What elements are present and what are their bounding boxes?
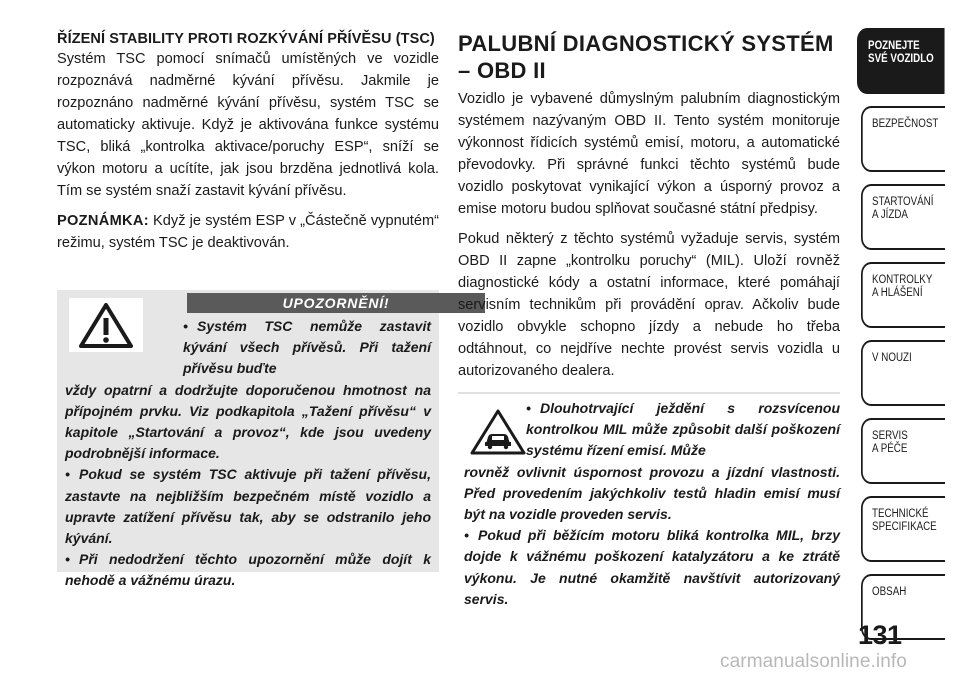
tab-safety[interactable]: BEZPEČNOST xyxy=(861,106,945,172)
tsc-heading: ŘÍZENÍ STABILITY PROTI ROZKÝVÁNÍ PŘÍVĚSU (TSC) xyxy=(57,31,435,47)
tab-service-care[interactable]: SERVIS A PÉČE xyxy=(861,418,945,484)
caution-bullet-1-rest: rovněž ovlivnit úspornost provozu a jízdní vlastnosti. Před provedením jakýchkoliv testů hladin emisí musí být na vozidle proveden servis. xyxy=(464,463,840,523)
warning-box xyxy=(57,290,439,589)
caution-text xyxy=(464,398,840,610)
tab-starting-driving[interactable]: STARTOVÁNÍ A JÍZDA xyxy=(861,184,945,250)
page-number: 131 xyxy=(858,620,902,650)
obd-paragraph-1: Vozidlo je vybavené důmyslným palubním diagnostickým systémem nazývaným OBD II. Tento systém monitoruje výkonnost řídicích systémů emisí, motoru, a automatické převodovky. Při správné funkci těchto systémů bude vozidlo poskytovat vynikající výkon a úsporný provoz a emise motoru budou splňovat současné státní předpisy. xyxy=(458,91,840,217)
warning-bullet-2: • Pokud se systém TSC aktivuje při tažení přívěsu, zastavte na nejbližším bezpečném místě vozidlo a upravte zatížení přívěsu tak, aby se odstranilo jeho kývání. xyxy=(65,466,431,547)
caution-divider xyxy=(458,392,840,394)
tab-warning-lights[interactable]: KONTROLKY A HLÁŠENÍ xyxy=(861,262,945,328)
warning-text xyxy=(65,316,431,592)
tsc-paragraph: Systém TSC pomocí snímačů umístěných ve vozidle rozpoznává nadměrné kývání přívěsu. Jakmile je rozpoznáno nadměrné kývání přívěsu, systém TSC se automaticky aktivuje. Když je aktivována funkce systému TSC, bliká „kontrolka aktivace/poruchy ESP“, sníží se výkon motoru a ucítíte, jak jsou brzděna jednotlivá kola. Tím se systém snaží zastavit kývání přívěsu. xyxy=(57,51,439,199)
right-column xyxy=(458,30,840,382)
note-text: Když je systém ESP v „Částečně vypnutém“ režimu, systém TSC je deaktivován. xyxy=(57,213,439,251)
caution-box xyxy=(458,392,840,612)
warning-bullet-1-rest: vždy opatrní a dodržujte doporučenou hmotnost na přípojném prvku. Viz podkapitola „Tažení přívěsu“ v kapitole „Startování a provoz“, kde jsou uvedeny podrobnější informace. xyxy=(65,381,431,462)
chapter-tabs xyxy=(857,28,960,646)
warning-header: UPOZORNĚNÍ! xyxy=(187,293,485,313)
warning-bullet-1: • Systém TSC nemůže zastavit kývání všech přívěsů. Při tažení přívěsu buďte xyxy=(183,318,431,377)
tsc-note xyxy=(57,210,439,254)
note-label: POZNÁMKA: xyxy=(57,213,149,229)
tab-know-your-vehicle[interactable]: POZNEJTE SVÉ VOZIDLO xyxy=(857,28,945,94)
caution-bullet-1: • Dlouhotrvající ježdění s rozsvícenou kontrolkou MIL může způsobit další poškození systému řízení emisí. Může xyxy=(526,400,840,459)
tab-contents[interactable]: OBSAH xyxy=(861,574,945,640)
left-column xyxy=(57,30,439,254)
warning-bullet-3: • Při nedodržení těchto upozornění může dojít k nehodě a vážnému úrazu. xyxy=(65,551,431,589)
obd-title: PALUBNÍ DIAGNOSTICKÝ SYSTÉM – OBD II xyxy=(458,31,834,83)
tab-emergency[interactable]: V NOUZI xyxy=(861,340,945,406)
caution-bullet-2: • Pokud při běžícím motoru bliká kontrolka MIL, brzy dojde k vážnému poškození katalyzátoru a ke ztrátě výkonu. Je nutné okamžitě navštívit autorizovaný servis. xyxy=(464,527,840,607)
watermark: carmanualsonline.info xyxy=(720,651,907,672)
obd-paragraph-2: Pokud některý z těchto systémů vyžaduje servis, systém OBD II zapne „kontrolku poruchy“ (MIL). Uloží rovněž diagnostické kódy a ostatní informace, které pomáhají servisním technikům při provádění oprav. Ačkoliv bude vozidlo obvykle schopno jízdy a nebude ho třeba odtáhnout, co nejdříve nechte provést servis vozidla u autorizovaného dealera. xyxy=(458,231,840,379)
tab-technical-specs[interactable]: TECHNICKÉ SPECIFIKACE xyxy=(861,496,945,562)
